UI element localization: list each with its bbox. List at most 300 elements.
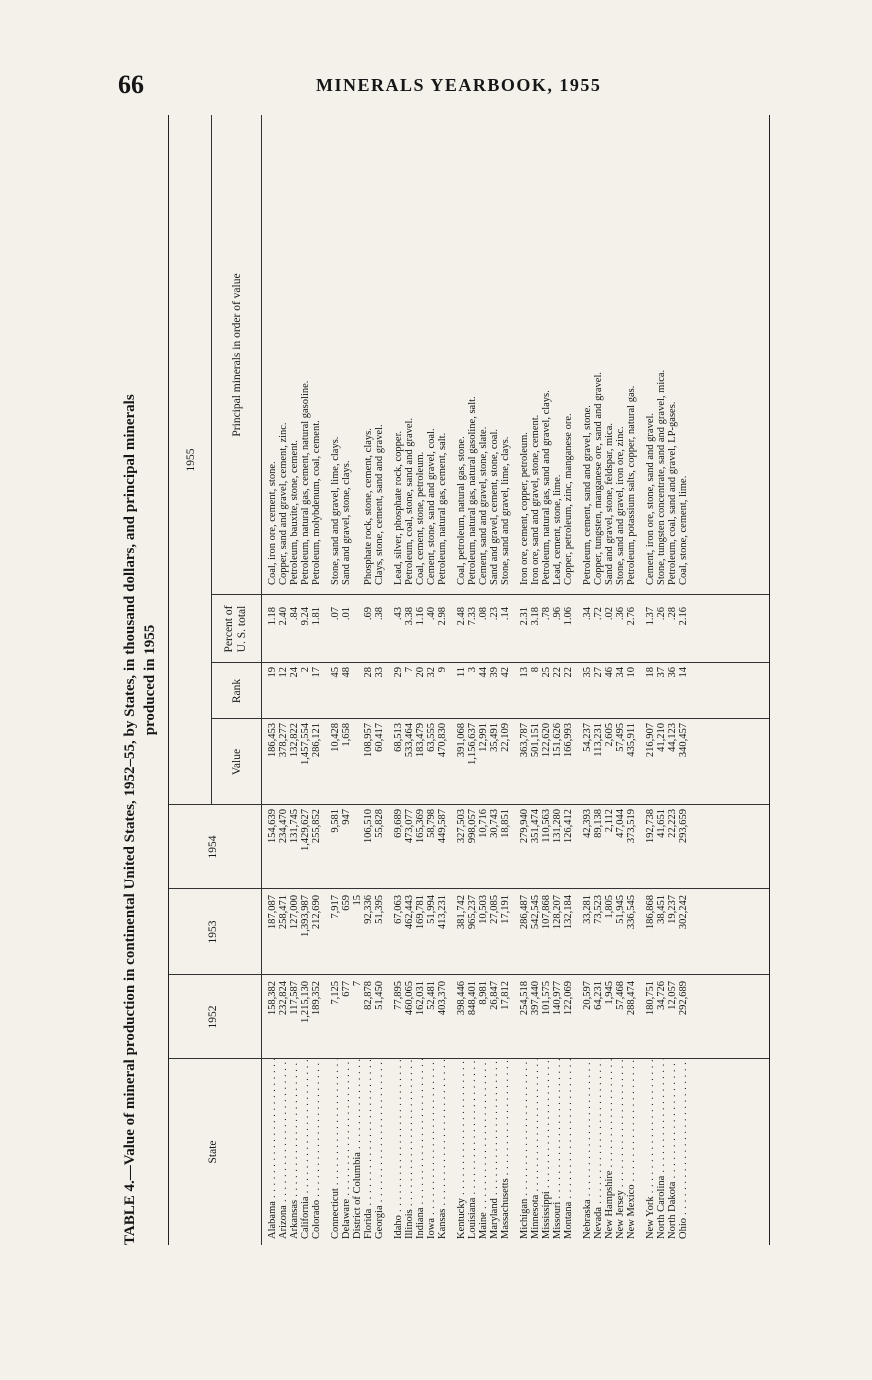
cell-y1953: 7,917 xyxy=(330,895,341,919)
cell-state: New Mexico . . . xyxy=(626,1059,637,1239)
table-row xyxy=(352,115,363,1245)
cell-minerals: Petroleum, natural gas, cement, salt. xyxy=(437,432,448,585)
cell-minerals: Cement, sand and gravel, stone, slate. xyxy=(478,426,489,585)
cell-y1953: 1,393,987 xyxy=(300,895,311,937)
cell-state: Louisiana . . . xyxy=(467,1059,478,1239)
cell-y1953: 286,487 xyxy=(519,895,530,930)
table-row xyxy=(552,115,563,1245)
table-body xyxy=(267,115,697,1245)
header-1953: 1953 xyxy=(207,920,219,944)
cell-rank: 42 xyxy=(500,667,511,678)
cell-rank: 32 xyxy=(426,667,437,678)
table-row xyxy=(656,115,667,1245)
cell-state: Connecticut . . . xyxy=(330,1059,341,1239)
cell-y1952: 52,481 xyxy=(426,981,437,1010)
cell-minerals: Petroleum, cement, sand and gravel, stone. xyxy=(582,405,593,585)
cell-y1952: 288,474 xyxy=(626,981,637,1016)
cell-rank: 35 xyxy=(582,667,593,678)
cell-rank: 39 xyxy=(489,667,500,678)
cell-value: 151,626 xyxy=(552,723,563,758)
table-row xyxy=(645,115,656,1245)
cell-minerals: Cement, stone, sand and gravel, coal. xyxy=(426,428,437,585)
cell-rank: 12 xyxy=(278,667,289,678)
cell-y1952: 57,468 xyxy=(615,981,626,1010)
cell-value: 63,555 xyxy=(426,723,437,752)
cell-y1954: 1,429,627 xyxy=(300,809,311,851)
row-group xyxy=(645,115,689,1245)
cell-y1953: 10,503 xyxy=(478,895,489,924)
header-1954: 1954 xyxy=(207,835,219,859)
cell-rank: 13 xyxy=(519,667,530,678)
cell-percent: 7.33 xyxy=(467,607,478,626)
cell-minerals: Stone, sand and gravel, iron ore, zinc. xyxy=(615,426,626,585)
cell-y1953: 659 xyxy=(341,895,352,911)
cell-minerals: Stone, sand and gravel, lime, clays. xyxy=(330,436,341,585)
table-row xyxy=(363,115,374,1245)
rotated-table-block xyxy=(120,115,770,1245)
table-row xyxy=(393,115,404,1245)
header-percent xyxy=(223,595,249,663)
cell-percent: .78 xyxy=(541,607,552,621)
cell-percent: .01 xyxy=(341,607,352,621)
cell-value: 216,907 xyxy=(645,723,656,758)
table-row xyxy=(530,115,541,1245)
year-1955-rule xyxy=(211,115,212,805)
cell-y1954: 89,138 xyxy=(593,809,604,838)
cell-y1953: 381,742 xyxy=(456,895,467,930)
cell-y1952: 7 xyxy=(352,981,363,987)
cell-y1953: 51,994 xyxy=(426,895,437,924)
cell-y1954: 69,689 xyxy=(393,809,404,838)
cell-value: 435,911 xyxy=(626,723,637,757)
cell-rank: 27 xyxy=(593,667,604,678)
cell-percent: 2.76 xyxy=(626,607,637,626)
cell-y1953: 132,184 xyxy=(563,895,574,930)
cell-value: 12,991 xyxy=(478,723,489,752)
cell-value: 132,822 xyxy=(289,723,300,758)
cell-state: Kentucky . . . xyxy=(456,1059,467,1239)
cell-y1952: 232,824 xyxy=(278,981,289,1016)
cell-state: Kansas . . . xyxy=(437,1059,448,1239)
cell-rank: 18 xyxy=(645,667,656,678)
cell-value: 2,605 xyxy=(604,723,615,747)
cell-y1952: 117,587 xyxy=(289,981,300,1015)
cell-y1953: 186,868 xyxy=(645,895,656,930)
cell-rank: 22 xyxy=(552,667,563,678)
cell-y1953: 462,443 xyxy=(404,895,415,930)
cell-percent: .72 xyxy=(593,607,604,621)
cell-percent: 1.18 xyxy=(267,607,278,626)
cell-y1952: 8,981 xyxy=(478,981,489,1005)
cell-value: 166,993 xyxy=(563,723,574,758)
cell-value: 186,453 xyxy=(267,723,278,758)
cell-y1953: 127,000 xyxy=(289,895,300,930)
table-caption xyxy=(120,115,166,1245)
cell-y1952: 77,895 xyxy=(393,981,404,1010)
data-table xyxy=(168,115,770,1245)
cell-state: Illinois . . . xyxy=(404,1059,415,1239)
cell-y1954: 255,852 xyxy=(311,809,322,844)
cell-y1953: 336,545 xyxy=(626,895,637,930)
cell-percent: 2.40 xyxy=(278,607,289,626)
table-row xyxy=(489,115,500,1245)
cell-percent: .02 xyxy=(604,607,615,621)
cell-value: 1,658 xyxy=(341,723,352,747)
cell-y1953: 187,087 xyxy=(267,895,278,930)
table-row xyxy=(374,115,385,1245)
cell-state: Maryland . . . xyxy=(489,1059,500,1239)
cell-rank: 33 xyxy=(374,667,385,678)
cell-rank: 37 xyxy=(656,667,667,678)
cell-minerals: Stone, tungsten concentrate, sand and gravel, mica. xyxy=(656,369,667,585)
table-row xyxy=(500,115,511,1245)
cell-y1952: 403,370 xyxy=(437,981,448,1016)
table-row xyxy=(604,115,615,1245)
cell-state: New Jersey . . . xyxy=(615,1059,626,1239)
cell-y1954: 327,503 xyxy=(456,809,467,844)
cell-value: 1,457,554 xyxy=(300,723,311,765)
cell-y1954: 279,940 xyxy=(519,809,530,844)
table-row xyxy=(678,115,689,1245)
cell-y1952: 26,847 xyxy=(489,981,500,1010)
cell-percent: .69 xyxy=(363,607,374,621)
cell-percent: 3.18 xyxy=(530,607,541,626)
header-value: Value xyxy=(231,748,243,776)
cell-y1954: 22,223 xyxy=(667,809,678,838)
cell-value: 44,123 xyxy=(667,723,678,752)
cell-percent: .38 xyxy=(374,607,385,621)
cell-rank: 28 xyxy=(363,667,374,678)
table-row xyxy=(519,115,530,1245)
cell-state: Arkansas . . . xyxy=(289,1059,300,1239)
cell-minerals: Petroleum, natural gas, cement, natural gasoline. xyxy=(300,380,311,585)
cell-y1954: 47,044 xyxy=(615,809,626,838)
cell-state: California . . . xyxy=(300,1059,311,1239)
cell-y1953: 413,231 xyxy=(437,895,448,930)
page-header xyxy=(0,70,872,110)
cell-value: 183,479 xyxy=(415,723,426,758)
table-row xyxy=(267,115,278,1245)
cell-y1954: 9,581 xyxy=(330,809,341,833)
cell-y1952: 20,597 xyxy=(582,981,593,1010)
cell-rank: 10 xyxy=(626,667,637,678)
running-title: MINERALS YEARBOOK, 1955 xyxy=(316,75,602,95)
cell-minerals: Phosphate rock, stone, cement, clays. xyxy=(363,428,374,585)
cell-value: 22,109 xyxy=(500,723,511,752)
cell-y1953: 19,237 xyxy=(667,895,678,924)
cell-minerals: Coal, cement, stone, petroleum. xyxy=(415,451,426,585)
cell-y1954: 998,057 xyxy=(467,809,478,844)
cell-minerals: Clays, stone, cement, sand and gravel. xyxy=(374,424,385,585)
cell-state: Arizona . . . xyxy=(278,1059,289,1239)
cell-y1952: 1,215,130 xyxy=(300,981,311,1023)
cell-state: Maine . . . xyxy=(478,1059,489,1239)
cell-minerals: Petroleum, potassium salts, copper, natural gas. xyxy=(626,385,637,585)
cell-percent: 1.37 xyxy=(645,607,656,626)
cell-state: Massachusetts . . . xyxy=(500,1059,511,1239)
header-1952: 1952 xyxy=(207,1005,219,1029)
cell-rank: 24 xyxy=(289,667,300,678)
cell-rank: 25 xyxy=(541,667,552,678)
cell-y1952: 1,945 xyxy=(604,981,615,1005)
cell-rank: 34 xyxy=(615,667,626,678)
cell-y1954: 131,745 xyxy=(289,809,300,844)
cell-percent: .07 xyxy=(330,607,341,621)
cell-percent: .28 xyxy=(667,607,678,621)
cell-y1953: 542,545 xyxy=(530,895,541,930)
table-row xyxy=(615,115,626,1245)
cell-state: Mississippi . . . xyxy=(541,1059,552,1239)
cell-rank: 11 xyxy=(456,667,467,678)
table-row xyxy=(278,115,289,1245)
cell-y1954: 30,743 xyxy=(489,809,500,838)
cell-value: 113,231 xyxy=(593,723,604,757)
cell-y1952: 7,125 xyxy=(330,981,341,1005)
cell-value: 501,151 xyxy=(530,723,541,758)
cell-rank: 8 xyxy=(530,667,541,673)
cell-value: 57,495 xyxy=(615,723,626,752)
cell-rank: 2 xyxy=(300,667,311,673)
cell-state: Minnesota . . . xyxy=(530,1059,541,1239)
cell-rank: 20 xyxy=(415,667,426,678)
cell-y1952: 292,689 xyxy=(678,981,689,1016)
cell-y1954: 165,369 xyxy=(415,809,426,844)
cell-y1952: 158,382 xyxy=(267,981,278,1016)
header-percent-line1: Percent of xyxy=(223,605,235,653)
cell-minerals: Sand and gravel, stone, feldspar, mica. xyxy=(604,423,615,585)
cell-rank: 19 xyxy=(267,667,278,678)
cell-minerals: Petroleum, coal, sand and gravel, LP-gases. xyxy=(667,401,678,585)
cell-y1952: 189,352 xyxy=(311,981,322,1016)
cell-rank: 46 xyxy=(604,667,615,678)
cell-value: 68,513 xyxy=(393,723,404,752)
cell-y1952: 180,751 xyxy=(645,981,656,1016)
table-row xyxy=(563,115,574,1245)
cell-y1954: 106,510 xyxy=(363,809,374,844)
cell-minerals: Stone, sand and gravel, lime, clays. xyxy=(500,436,511,585)
cell-y1953: 302,242 xyxy=(678,895,689,930)
cell-y1952: 398,446 xyxy=(456,981,467,1016)
cell-rank: 29 xyxy=(393,667,404,678)
cell-percent: .36 xyxy=(615,607,626,621)
cell-y1953: 169,781 xyxy=(415,895,426,930)
cell-y1954: 947 xyxy=(341,809,352,825)
cell-rank: 45 xyxy=(330,667,341,678)
header-minerals: Principal minerals in order of value xyxy=(231,273,243,437)
cell-y1953: 107,868 xyxy=(541,895,552,930)
cell-y1954: 234,470 xyxy=(278,809,289,844)
cell-state: North Carolina . . . xyxy=(656,1059,667,1239)
cell-y1953: 212,690 xyxy=(311,895,322,930)
cell-minerals: Sand and gravel, stone, clays. xyxy=(341,460,352,585)
cell-y1953: 965,237 xyxy=(467,895,478,930)
row-group xyxy=(582,115,637,1245)
table-row xyxy=(541,115,552,1245)
cell-state: North Dakota . . . xyxy=(667,1059,678,1239)
cell-rank: 44 xyxy=(478,667,489,678)
cell-y1952: 397,440 xyxy=(530,981,541,1016)
cell-percent: 1.81 xyxy=(311,607,322,626)
row-group xyxy=(267,115,322,1245)
cell-minerals: Petroleum, molybdenum, coal, cement. xyxy=(311,420,322,585)
cell-state: Ohio . . . xyxy=(678,1059,689,1239)
table-row xyxy=(311,115,322,1245)
table-row xyxy=(593,115,604,1245)
row-group xyxy=(330,115,385,1245)
cell-rank: 48 xyxy=(341,667,352,678)
table-row xyxy=(456,115,467,1245)
cell-value: 35,491 xyxy=(489,723,500,752)
cell-y1952: 17,812 xyxy=(500,981,511,1010)
cell-y1954: 58,798 xyxy=(426,809,437,838)
header-percent-line2: U. S. total xyxy=(236,605,248,653)
caption-line-2: produced in 1955 xyxy=(142,624,158,736)
table-row xyxy=(626,115,637,1245)
cell-y1954: 293,659 xyxy=(678,809,689,844)
cell-value: 60,417 xyxy=(374,723,385,752)
cell-y1952: 677 xyxy=(341,981,352,997)
cell-minerals: Petroleum, bauxite, stone, cement. xyxy=(289,440,300,585)
cell-minerals: Coal, stone, cement, lime. xyxy=(678,475,689,585)
cell-state: Idaho . . . xyxy=(393,1059,404,1239)
cell-minerals: Copper, sand and gravel, cement, zinc. xyxy=(278,422,289,585)
cell-y1954: 449,587 xyxy=(437,809,448,844)
cell-rank: 17 xyxy=(311,667,322,678)
cell-value: 10,428 xyxy=(330,723,341,752)
cell-y1952: 101,575 xyxy=(541,981,552,1016)
table-row xyxy=(582,115,593,1245)
cell-percent: 2.31 xyxy=(519,607,530,626)
cell-state: Montana . . . xyxy=(563,1059,574,1239)
cell-state: Alabama . . . xyxy=(267,1059,278,1239)
table-row xyxy=(667,115,678,1245)
cell-y1952: 64,231 xyxy=(593,981,604,1010)
cell-state: Indiana . . . xyxy=(415,1059,426,1239)
header-bottom-rule xyxy=(261,115,262,1245)
cell-rank: 7 xyxy=(404,667,415,673)
cell-percent: 9.24 xyxy=(300,607,311,626)
cell-y1953: 51,395 xyxy=(374,895,385,924)
cell-y1954: 18,851 xyxy=(500,809,511,838)
cell-y1952: 51,450 xyxy=(374,981,385,1010)
cell-state: Iowa . . . xyxy=(426,1059,437,1239)
table-row xyxy=(300,115,311,1245)
cell-value: 363,787 xyxy=(519,723,530,758)
table-row xyxy=(404,115,415,1245)
cell-y1954: 351,474 xyxy=(530,809,541,844)
cell-rank: 22 xyxy=(563,667,574,678)
cell-percent: .43 xyxy=(393,607,404,621)
cell-state: New York . . . xyxy=(645,1059,656,1239)
cell-minerals: Lead, silver, phosphate rock, copper. xyxy=(393,430,404,585)
cell-y1953: 92,336 xyxy=(363,895,374,924)
cell-y1954: 2,112 xyxy=(604,809,615,833)
cell-rank: 9 xyxy=(437,667,448,673)
cell-value: 108,957 xyxy=(363,723,374,758)
cell-percent: 3.38 xyxy=(404,607,415,626)
cell-percent: .84 xyxy=(289,607,300,621)
cell-y1953: 51,945 xyxy=(615,895,626,924)
cell-y1952: 122,069 xyxy=(563,981,574,1016)
page-number: 66 xyxy=(118,70,144,99)
cell-y1952: 34,726 xyxy=(656,981,667,1010)
cell-y1953: 67,063 xyxy=(393,895,404,924)
row-group xyxy=(393,115,448,1245)
cell-y1954: 473,077 xyxy=(404,809,415,844)
cell-percent: 2.48 xyxy=(456,607,467,626)
cell-state: District of Columbia . . . xyxy=(352,1059,363,1239)
cell-percent: 1.06 xyxy=(563,607,574,626)
cell-percent: 2.16 xyxy=(678,607,689,626)
header-1955: 1955 xyxy=(185,448,197,472)
table-row xyxy=(415,115,426,1245)
cell-y1954: 126,412 xyxy=(563,809,574,844)
cell-rank: 3 xyxy=(467,667,478,673)
cell-y1953: 73,523 xyxy=(593,895,604,924)
row-group xyxy=(456,115,511,1245)
cell-minerals: Sand and gravel, cement, stone, coal. xyxy=(489,429,500,585)
cell-state: Delaware . . . xyxy=(341,1059,352,1239)
cell-y1954: 41,651 xyxy=(656,809,667,838)
cell-minerals: Petroleum, coal, stone, sand and gravel. xyxy=(404,417,415,585)
cell-value: 54,237 xyxy=(582,723,593,752)
cell-y1953: 15 xyxy=(352,895,363,906)
cell-state: Missouri . . . xyxy=(552,1059,563,1239)
cell-percent: .96 xyxy=(552,607,563,621)
cell-minerals: Iron ore, sand and gravel, stone, cement. xyxy=(530,414,541,585)
cell-y1954: 42,393 xyxy=(582,809,593,838)
cell-value: 286,121 xyxy=(311,723,322,758)
cell-state: Nevada . . . xyxy=(593,1059,604,1239)
table-row xyxy=(426,115,437,1245)
cell-percent: .08 xyxy=(478,607,489,621)
cell-state: Michigan . . . xyxy=(519,1059,530,1239)
cell-percent: .34 xyxy=(582,607,593,621)
cell-percent: .40 xyxy=(426,607,437,621)
cell-rank: 14 xyxy=(678,667,689,678)
cell-value: 41,210 xyxy=(656,723,667,752)
cell-y1952: 162,031 xyxy=(415,981,426,1016)
cell-value: 1,156,637 xyxy=(467,723,478,765)
cell-y1952: 460,065 xyxy=(404,981,415,1016)
cell-percent: .14 xyxy=(500,607,511,621)
cell-minerals: Coal, petroleum, natural gas, stone. xyxy=(456,436,467,585)
cell-minerals: Iron ore, cement, copper, petroleum. xyxy=(519,432,530,585)
cell-y1952: 254,518 xyxy=(519,981,530,1016)
cell-state: New Hampshire . . . xyxy=(604,1059,615,1239)
cell-y1954: 192,738 xyxy=(645,809,656,844)
cell-y1953: 258,471 xyxy=(278,895,289,930)
cell-state: Georgia . . . xyxy=(374,1059,385,1239)
cell-value: 340,457 xyxy=(678,723,689,758)
cell-value: 122,620 xyxy=(541,723,552,758)
cell-minerals: Lead, cement, stone, lime. xyxy=(552,474,563,585)
table-row xyxy=(467,115,478,1245)
cell-y1953: 38,451 xyxy=(656,895,667,924)
cell-value: 378,277 xyxy=(278,723,289,758)
cell-y1954: 10,716 xyxy=(478,809,489,838)
table-row xyxy=(341,115,352,1245)
header-state: State xyxy=(207,1140,219,1164)
cell-minerals: Petroleum, natural gas, sand and gravel, clays. xyxy=(541,390,552,585)
cell-y1954: 55,828 xyxy=(374,809,385,838)
cell-y1953: 17,191 xyxy=(500,895,511,924)
cell-y1954: 131,280 xyxy=(552,809,563,844)
cell-minerals: Cement, iron ore, stone, sand and gravel. xyxy=(645,412,656,585)
cell-y1952: 140,977 xyxy=(552,981,563,1016)
cell-value: 391,068 xyxy=(456,723,467,758)
cell-percent: .23 xyxy=(489,607,500,621)
